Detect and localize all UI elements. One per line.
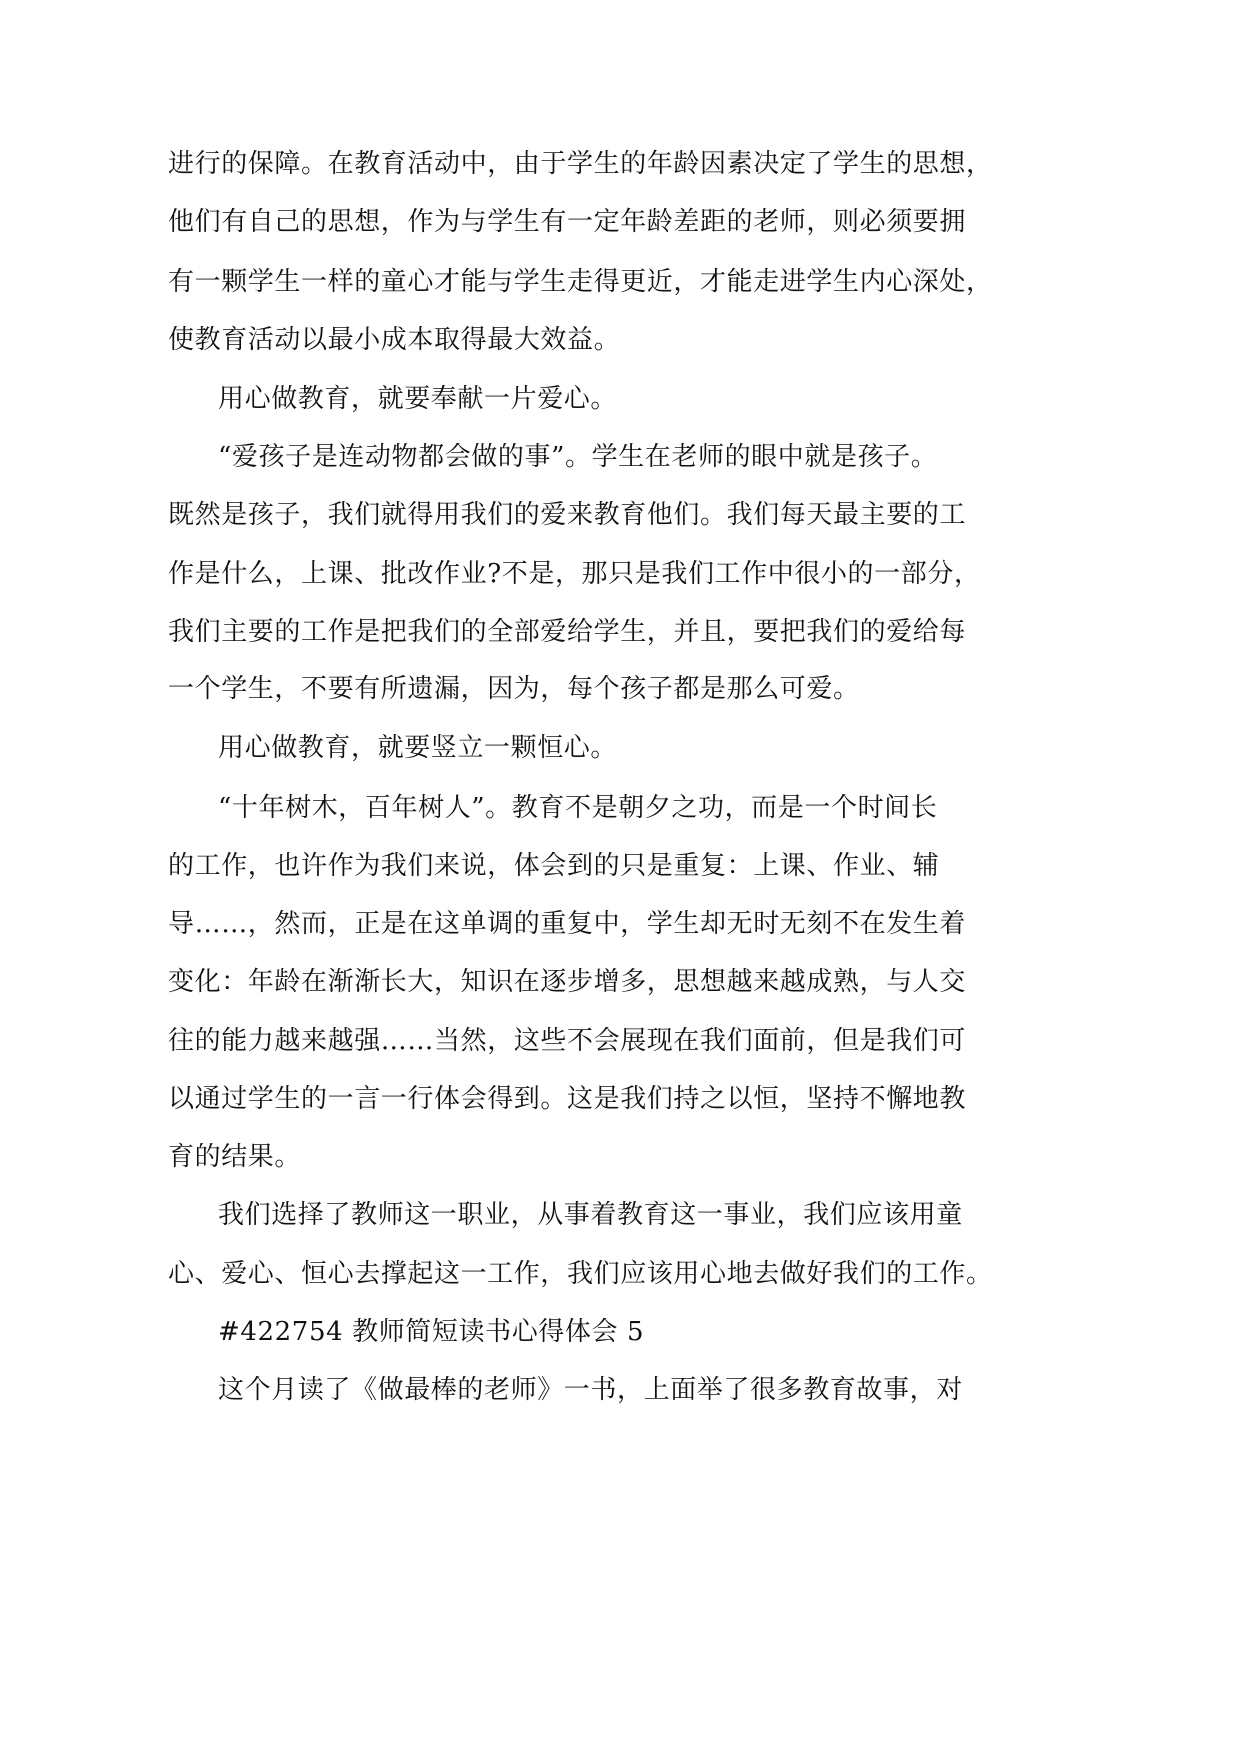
text-line: 这个月读了《做最棒的老师》一书，上面举了很多教育故事，对	[218, 1375, 963, 1405]
section-heading: #422754 教师简短读书心得体会 5	[218, 1317, 645, 1347]
text-line: 既然是孩子，我们就得用我们的爱来教育他们。我们每天最主要的工	[168, 500, 967, 530]
text-line: 变化：年龄在渐渐长大，知识在逐步增多，思想越来越成熟，与人交	[168, 967, 967, 997]
text-line: 使教育活动以最小成本取得最大效益。	[168, 325, 621, 355]
text-line: 育的结果。	[168, 1142, 302, 1172]
text-line: “爱孩子是连动物都会做的事”。学生在老师的眼中就是孩子。	[218, 442, 938, 472]
paragraph-heading: 用心做教育，就要竖立一颗恒心。	[218, 733, 618, 763]
text-line: 心、爱心、恒心去撑起这一工作，我们应该用心地去做好我们的工作。	[168, 1259, 993, 1289]
paragraph-heading: 用心做教育，就要奉献一片爱心。	[218, 384, 618, 414]
text-line: 以通过学生的一言一行体会得到。这是我们持之以恒，坚持不懈地教	[168, 1084, 967, 1114]
text-line: 他们有自己的思想，作为与学生有一定年龄差距的老师，则必须要拥	[168, 207, 967, 237]
text-line: 我们主要的工作是把我们的全部爱给学生，并且，要把我们的爱给每	[168, 617, 967, 647]
text-line: 的工作，也许作为我们来说，体会到的只是重复：上课、作业、辅	[168, 851, 940, 881]
text-line: 往的能力越来越强……当然，这些不会展现在我们面前，但是我们可	[168, 1026, 967, 1056]
text-line: “十年树木，百年树人”。教育不是朝夕之功，而是一个时间长	[218, 793, 938, 823]
text-line: 导……，然而，正是在这单调的重复中，学生却无时无刻不在发生着	[168, 909, 967, 939]
text-line: 一个学生，不要有所遗漏，因为，每个孩子都是那么可爱。	[168, 674, 860, 704]
text-line: 进行的保障。在教育活动中，由于学生的年龄因素决定了学生的思想，	[168, 149, 993, 179]
text-line: 我们选择了教师这一职业，从事着教育这一事业，我们应该用童	[218, 1200, 963, 1230]
text-line: 有一颗学生一样的童心才能与学生走得更近，才能走进学生内心深处，	[168, 267, 993, 297]
text-line: 作是什么，上课、批改作业?不是，那只是我们工作中很小的一部分，	[168, 559, 981, 589]
